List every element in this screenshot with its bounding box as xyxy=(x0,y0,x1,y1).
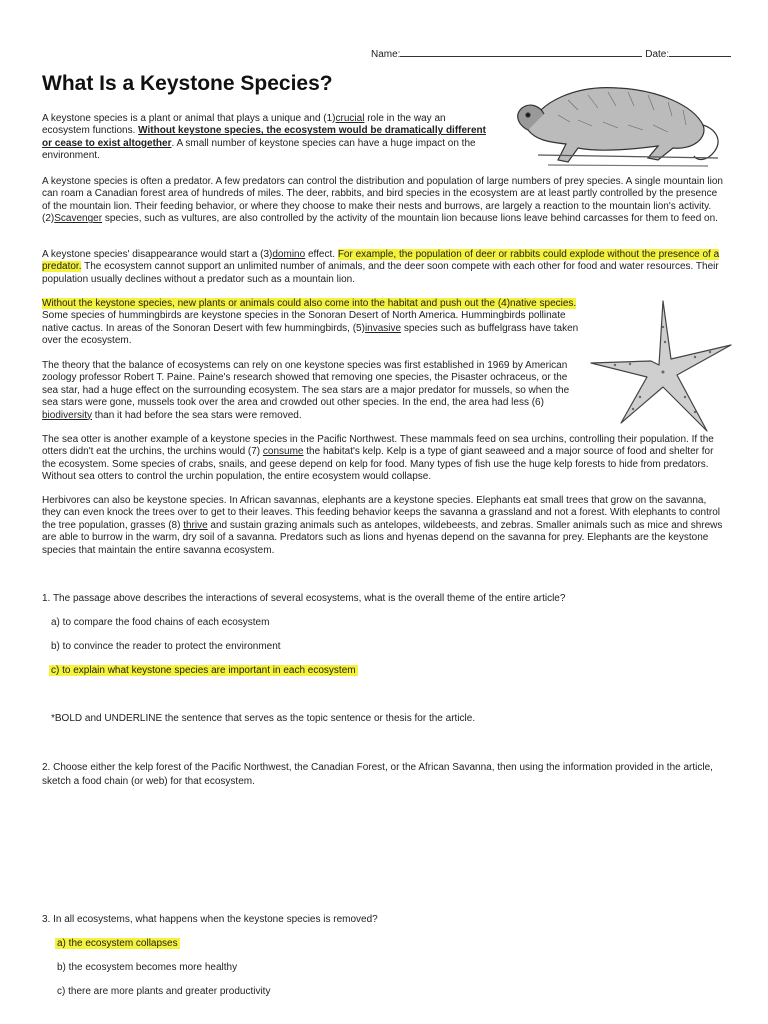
vocab-scavenger: Scavenger xyxy=(54,213,103,225)
q1-option-c[interactable]: c) to explain what keystone species are important in each ecosystem xyxy=(51,665,356,676)
animal-illustration xyxy=(508,70,728,170)
q1-option-a[interactable]: a) to compare the food chains of each ecosystem xyxy=(51,617,270,628)
q3-option-b[interactable]: b) the ecosystem becomes more healthy xyxy=(57,962,238,973)
question-3: 3. In all ecosystems, what happens when the keystone species is removed? xyxy=(42,914,378,925)
paragraph-3: A keystone species' disappearance would start a (3)domino effect. For example, the population of deer or rabbits could explode without the presence of a predator. The ecosystem cannot support an unlimited number of animals, and the deer soon compete with each other for food and water resources. Their population usually declines without a predator such as a mountain lion. xyxy=(42,249,720,285)
paragraph-7: Herbivores can also be keystone species. In African savannas, elephants are a keystone species. Elephants eat small trees that grow on the savanna, they can even knock the trees over to get to their leaves. This feeding behavior keeps the savanna a grassland and not a forest. With elephants to control the tree population, grasses (8) thrive and sustain grazing animals such as antelopes, wildebeests, and zebras. Smaller animals such as mice and shrews are able to burrow in the warm, dry soil of a savanna. Predators such as lions and hyenas depend on the savanna for prey. Elephants are the keystone species that maintain the entire savanna ecosystem. xyxy=(42,495,723,556)
paragraph-1: A keystone species is a plant or animal that plays a unique and (1)crucial role in the way an ecosystem functions. Without keystone species, the ecosystem would be dramatically different or cease to exist altogether. A small number of keystone species can have a huge impact on the environment. xyxy=(42,113,486,162)
q1-option-b[interactable]: b) to convince the reader to protect the environment xyxy=(51,641,281,652)
paragraph-2: A keystone species is often a predator. A few predators can control the distribution and population of large numbers of prey species. A single mountain lion can roam a Canadian forest area of hundreds of miles. The deer, rabbits, and bird species in the ecosystem are at least partly controlled by the presence of the mountain lion. Their feeding behavior, or where they choose to make their nests and burrows, are largely a reaction to the mountain lion's activity. (2)Scavenger species, such as vultures, are also controlled by the activity of the mountain lion because lions leave behind carcasses for them to feed on. xyxy=(42,176,723,225)
q1-note: *BOLD and UNDERLINE the sentence that serves as the topic sentence or thesis for the article. xyxy=(51,713,476,724)
q3-option-a[interactable]: a) the ecosystem collapses xyxy=(57,938,178,949)
vocab-consume: consume xyxy=(262,446,304,458)
question-2: 2. Choose either the kelp forest of the Pacific Northwest, the Canadian Forest, or the African Savanna, then using the information provided in the article, sketch a food chain (or web) for that ecosystem. xyxy=(42,762,713,787)
date-label: Date: xyxy=(645,49,670,60)
thesis-sentence: Without keystone species, the ecosystem would be dramatically different or cease to exist altogether xyxy=(42,125,486,149)
date-field[interactable] xyxy=(669,47,731,57)
vocab-biodiversity: biodiversity xyxy=(42,409,93,421)
name-date-header xyxy=(371,47,731,60)
name-label: Name: xyxy=(371,49,401,60)
paragraph-5: The theory that the balance of ecosystems can rely on one keystone species was first established in 1969 by American zoology professor Robert T. Paine. Paine's research showed that removing one species, the Pisaster ochraceus, or the sea star, had a huge effect on the surrounding ecosystem. The sea stars are a major predator for mussels, so when the sea stars were gone, mussels took over the area and crowded out other species. In the end, the area had less (6) biodiversity than it had before the sea stars were removed. xyxy=(42,360,570,421)
vocab-thrive: thrive xyxy=(183,519,208,531)
q3-option-c[interactable]: c) there are more plants and greater productivity xyxy=(57,986,271,997)
paragraph-6: The sea otter is another example of a keystone species in the Pacific Northwest. These mammals feed on sea urchins, controlling their population. If the otters didn't eat the urchins, the urchins would (7) consume the habitat's kelp. Kelp is a type of giant seaweed and a major source of food and shelter for the ecosystem. Some species of crabs, snails, and geese depend on kelp for food. Many types of fish use the huge kelp forests to hide from predators. Without sea otters to control the urchin population, the entire ecosystem would collapse. xyxy=(42,434,714,483)
vocab-domino: domino xyxy=(272,249,306,260)
sketch-area[interactable] xyxy=(42,800,732,900)
name-field[interactable] xyxy=(400,47,642,57)
question-1: 1. The passage above describes the interactions of several ecosystems, what is the overall theme of the entire article? xyxy=(42,593,566,604)
vocab-invasive: invasive xyxy=(364,322,402,334)
page-title: What Is a Keystone Species? xyxy=(42,72,333,95)
paragraph-4: Without the keystone species, new plants or animals could also come into the habitat and push out the (4)native species. Some species of hummingbirds are keystone species in the Sonoran Desert of North America. Hummingbirds pollinate native cactus. In areas of the Sonoran Desert with few hummingbirds, (5)invasive species such as buffelgrass have taken over the ecosystem. xyxy=(42,298,579,347)
vocab-crucial: crucial xyxy=(335,113,365,124)
sea-star-illustration xyxy=(585,297,735,437)
highlighted-sentence-2: Without the keystone species, new plants or animals could also come into the habitat and push out the (4)native species. xyxy=(42,298,577,309)
highlighted-sentence: For example, the population of deer or rabbits could explode without the presence of a predator. xyxy=(42,249,720,273)
